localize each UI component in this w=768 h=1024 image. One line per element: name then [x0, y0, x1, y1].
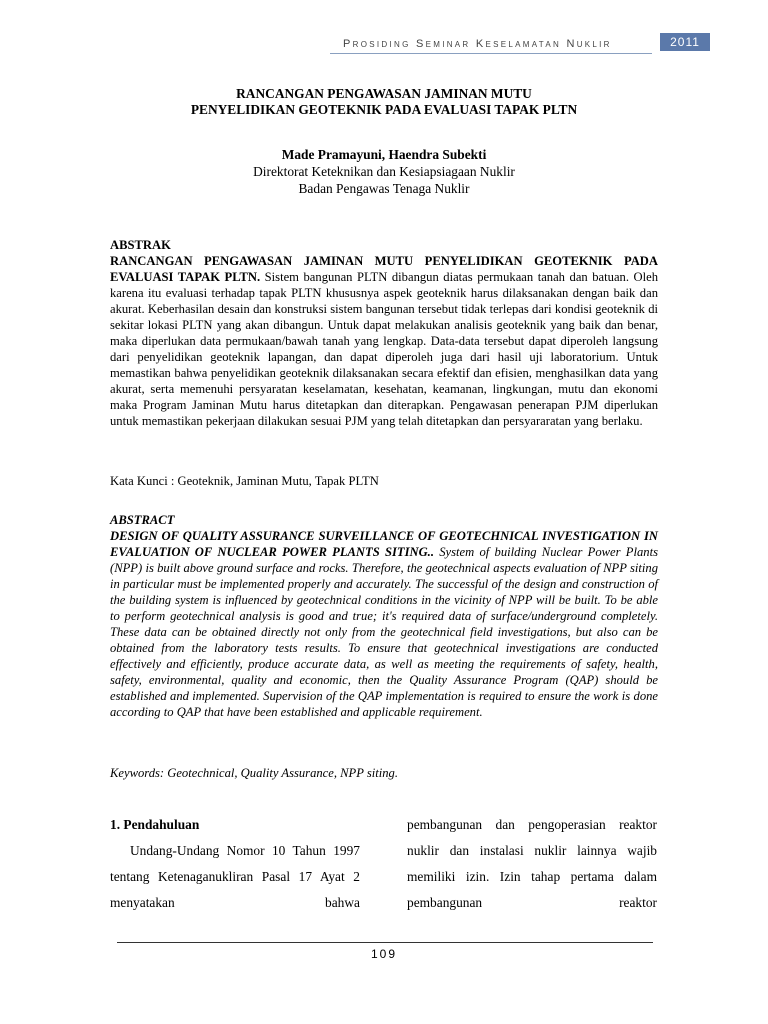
author-block	[110, 146, 658, 197]
abstrak-section	[110, 237, 658, 429]
header-year-badge: 2011	[660, 33, 710, 51]
author-names: Made Pramayuni, Haendra Subekti	[281, 147, 487, 162]
column-left	[110, 812, 360, 916]
keywords: Keywords: Geotechnical, Quality Assurance, NPP siting.	[110, 766, 398, 780]
running-header	[0, 30, 768, 56]
kata-kunci: Kata Kunci : Geoteknik, Jaminan Mutu, Tapak PLTN	[110, 474, 379, 488]
abstract-lead: DESIGN OF QUALITY ASSURANCE SURVEILLANCE OF GEOTECHNICAL INVESTIGATION IN EVALUATION OF NUCLEAR POWER PLANTS SITING..	[110, 529, 658, 559]
paper-title	[110, 86, 658, 118]
abstract-section	[110, 512, 658, 720]
abstrak-heading: ABSTRAK	[110, 238, 171, 252]
section-title: 1. Pendahuluan	[110, 817, 200, 832]
section-left-text: Undang-Undang Nomor 10 Tahun 1997 tentang Ketenaganukliran Pasal 17 Ayat 2 menyatakan bahwa	[110, 843, 360, 910]
section-right-text: pembangunan dan pengoperasian reaktor nuklir dan instalasi nuklir lainnya wajib memiliki izin. Izin tahap pertama dalam pembangunan reaktor	[407, 817, 657, 910]
title-line-1: RANCANGAN PENGAWASAN JAMINAN MUTU	[236, 86, 532, 101]
abstract-body: System of building Nuclear Power Plants (NPP) is built above ground surface and rocks. Therefore, the geotechnical aspects evaluation of NPP siting in particular must be implemented properly and accurately. The successful of the design and construction of the building system is influenced by geotechnical conditions in the vicinity of NPP will be built. To be able to perform geotechnical analysis is good and true; it's required data of surface/underground completely. These data can be obtained directly not only from the geotechnical field investigations, but also can be obtained from the laboratory tests results. To ensure that geotechnical investigations are conducted effectively and efficiently, produce accurate data, as well as meeting the requirements of safety, health, safety, environmental, quality and economic, then the Quality Assurance Program (QAP) should be established and implemented. Supervision of the QAP implementation is required to ensure the work is done according to QAP that have been established and applicable requirement.	[110, 545, 658, 719]
abstrak-body: Sistem bangunan PLTN dibangun diatas permukaan tanah dan batuan. Oleh karena itu evaluasi terhadap tapak PLTN khususnya aspek geoteknik harus dilaksanakan dengan baik dan akurat. Keberhasilan desain dan konstruksi sistem bangunan tersebut tidak terlepas dari kondisi geoteknik di sekitar lokasi PLTN yang akan dibangun. Untuk dapat melakukan analisis geoteknik yang baik dan benar, maka diperlukan data permukaan/bawah tanah yang lengkap. Data-data tersebut dapat diperoleh langsung dari penyelidikan geoteknik lapangan, dan dapat diperoleh juga dari hasil uji laboratorium. Untuk memastikan bahwa penyelidikan geoteknik dilaksanakan secara efektif dan efisien, menghasilkan data yang akurat, serta memenuhi persyaratan keselamatan, kesehatan, keamanan, lingkungan, mutu dan ekonomi maka Program Jaminan Mutu harus ditetapkan dan diterapkan. Pengawasan penerapan PJM diperlukan untuk memastikan pekerjaan dilakukan sesuai PJM yang telah ditetapkan dan persyararatan yang berlaku.	[110, 270, 659, 428]
page-number: 109	[370, 947, 398, 961]
abstrak-lead: RANCANGAN PENGAWASAN JAMINAN MUTU PENYELIDIKAN GEOTEKNIK PADA EVALUASI TAPAK PLTN.	[110, 254, 658, 284]
abstrak-paragraph	[110, 253, 658, 429]
title-line-2: PENYELIDIKAN GEOTEKNIK PADA EVALUASI TAPAK PLTN	[190, 102, 578, 117]
abstract-paragraph	[110, 528, 658, 720]
affiliation-line-1: Direktorat Keteknikan dan Kesiapsiagaan Nuklir	[253, 164, 515, 179]
affiliation-line-2: Badan Pengawas Tenaga Nuklir	[298, 181, 470, 196]
abstract-heading: ABSTRACT	[110, 513, 175, 527]
footer-rule	[117, 942, 653, 943]
column-right	[407, 812, 657, 916]
header-rule	[330, 53, 652, 54]
journal-name: Prosiding Seminar Keselamatan Nuklir	[343, 38, 612, 50]
